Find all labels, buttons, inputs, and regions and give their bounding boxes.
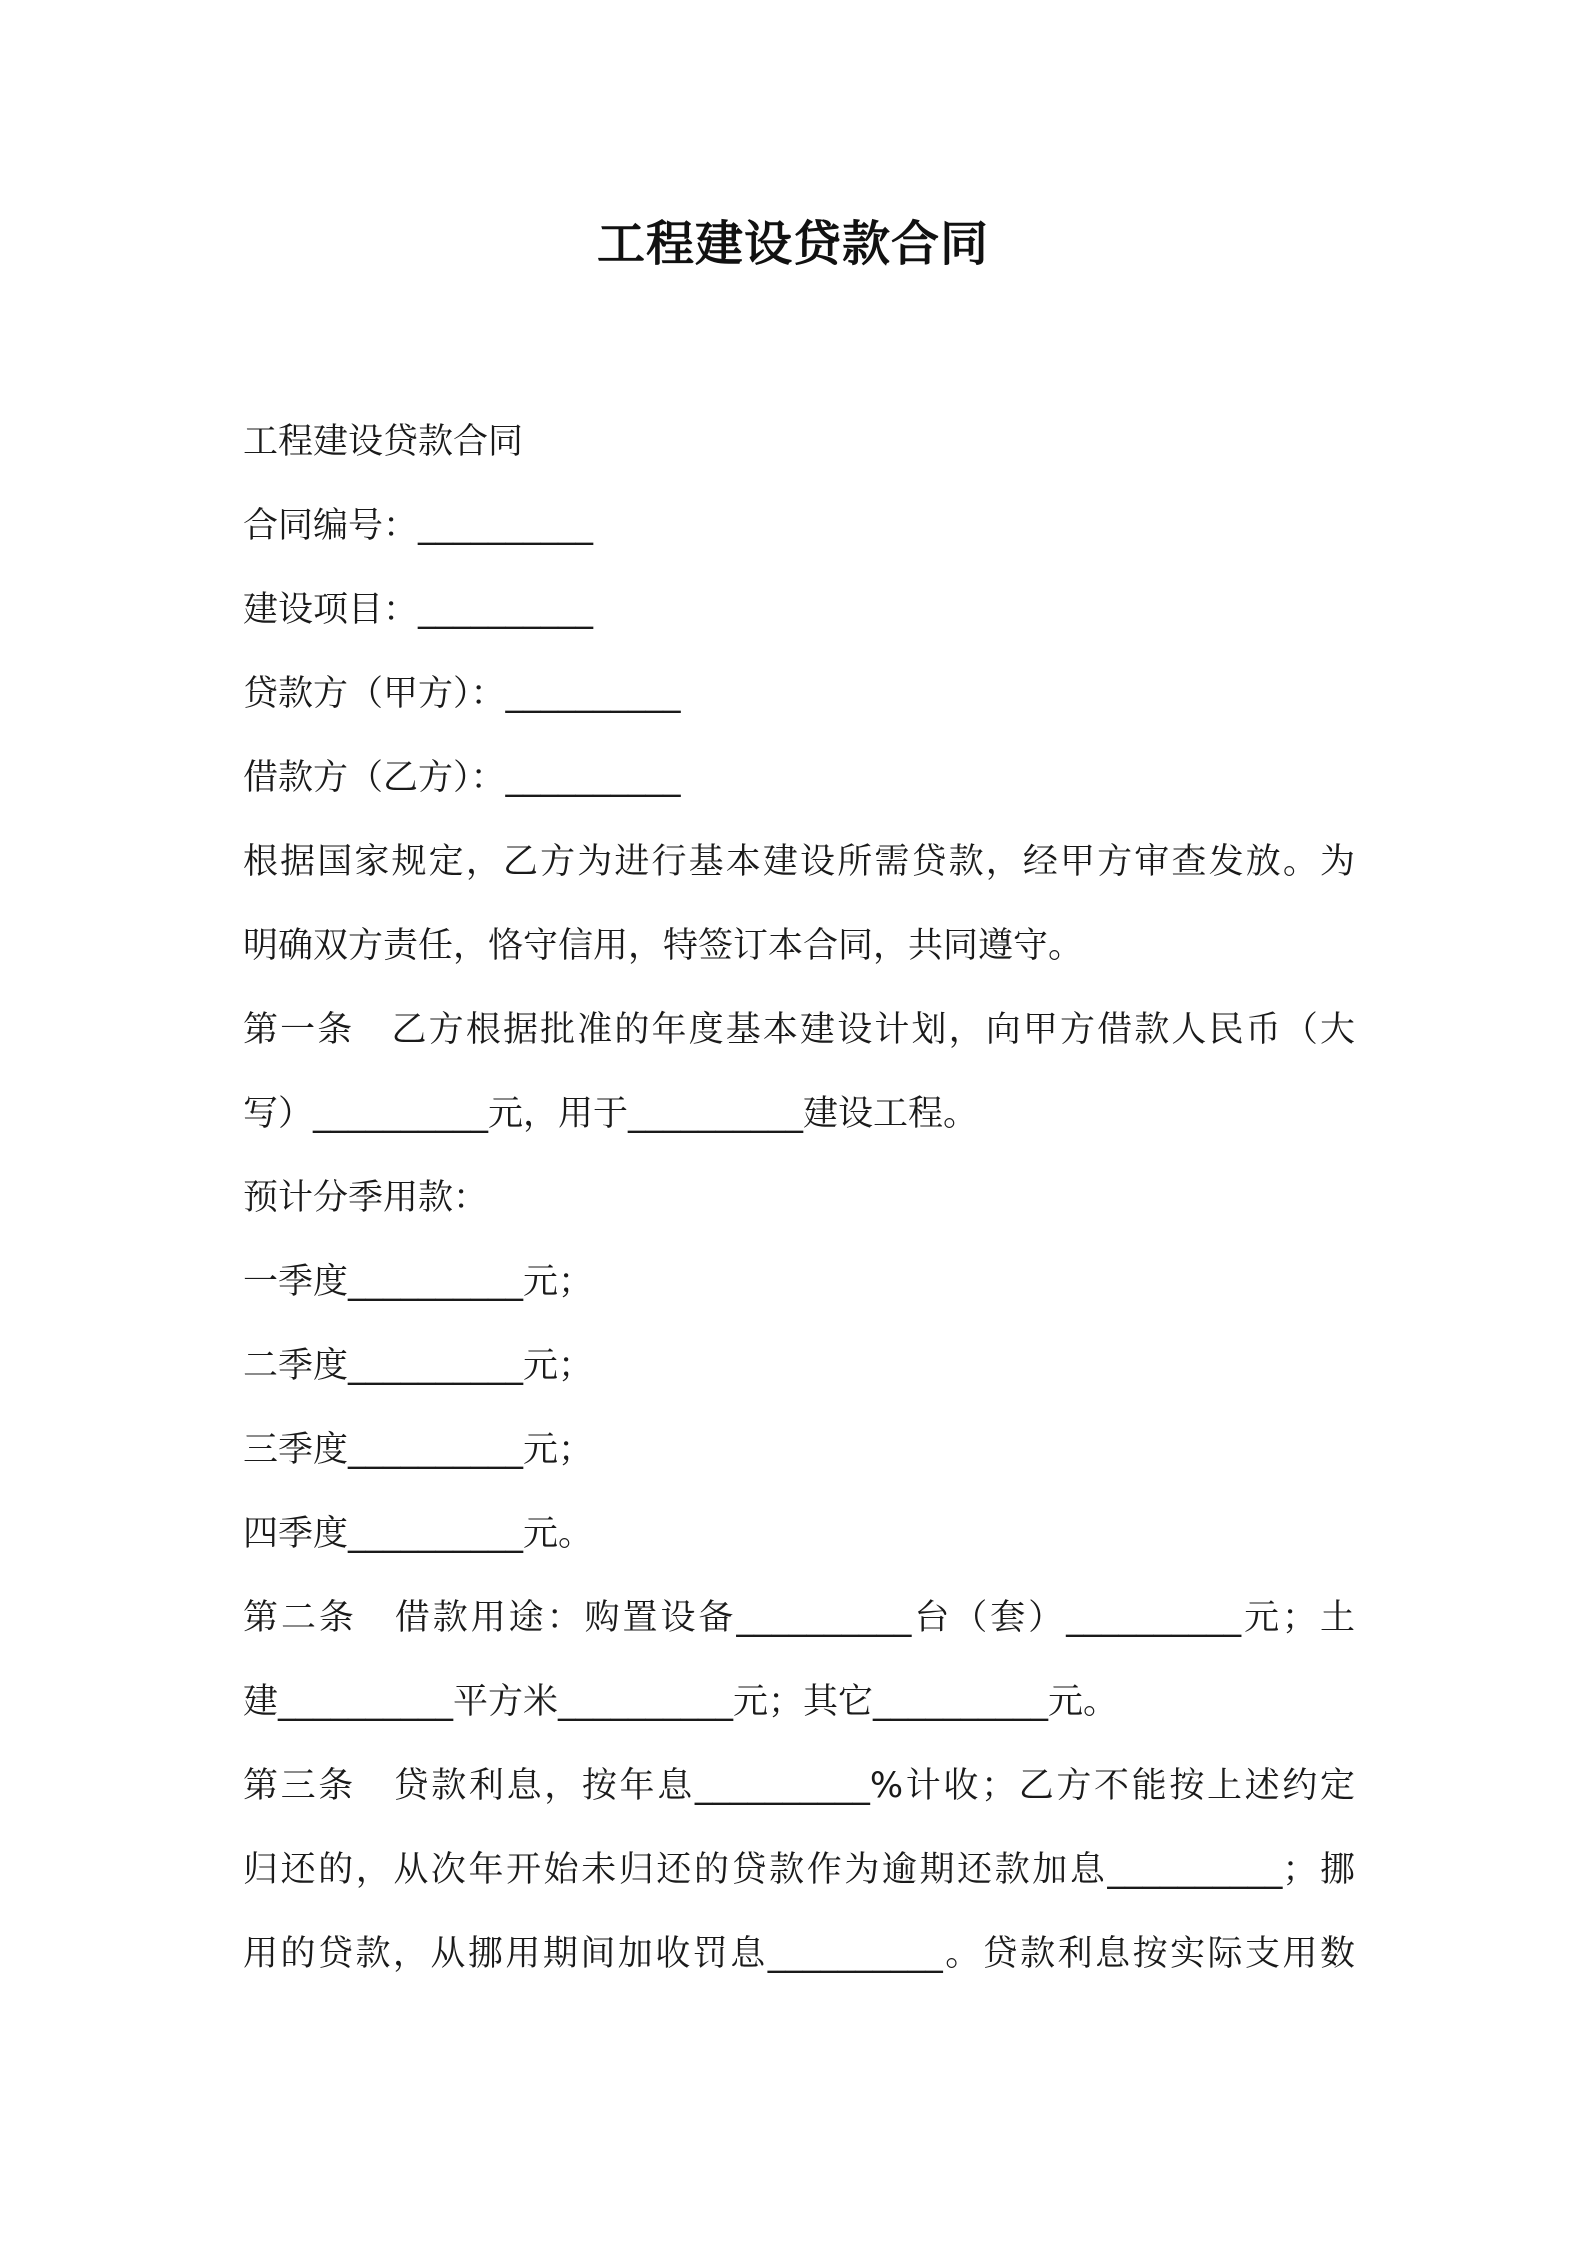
preamble-line-1: 根据国家规定，乙方为进行基本建设所需贷款，经甲方审查发放。为	[243, 842, 1355, 882]
preamble-line-2: 明确双方责任，恪守信用，特签订本合同，共同遵守。	[243, 926, 1084, 966]
contract-body	[243, 400, 1355, 1996]
borrower-line: 借款方（乙方）：__________	[243, 758, 681, 798]
quarter-3-line: 三季度__________元；	[243, 1430, 594, 1470]
article-1-line-1: 第一条 乙方根据批准的年度基本建设计划，向甲方借款人民币（大	[243, 1010, 1355, 1050]
quarter-1-line: 一季度__________元；	[243, 1262, 594, 1302]
article-1-line-2: 写）__________元，用于__________建设工程。	[243, 1094, 979, 1134]
article-3-line-2: 归还的，从次年开始未归还的贷款作为逾期还款加息__________；挪	[243, 1850, 1355, 1890]
quarter-2-line: 二季度__________元；	[243, 1346, 594, 1386]
lender-line: 贷款方（甲方）：__________	[243, 674, 681, 714]
quarter-4-line: 四季度__________元。	[243, 1514, 594, 1554]
contract-heading-line: 工程建设贷款合同	[243, 422, 524, 462]
document-title: 工程建设贷款合同	[596, 216, 989, 272]
article-3-line-1: 第三条 贷款利息，按年息__________%计收；乙方不能按上述约定	[243, 1766, 1355, 1806]
article-2-line-1: 第二条 借款用途：购置设备__________台（套）__________元；土	[243, 1598, 1355, 1638]
article-3-line-3: 用的贷款，从挪用期间加收罚息__________。贷款利息按实际支用数	[243, 1934, 1355, 1974]
quarterly-usage-heading: 预计分季用款：	[243, 1178, 489, 1218]
contract-number-line: 合同编号：__________	[243, 506, 594, 546]
article-2-line-2: 建__________平方米__________元；其它__________元。	[243, 1682, 1119, 1722]
project-line: 建设项目：__________	[243, 590, 594, 630]
